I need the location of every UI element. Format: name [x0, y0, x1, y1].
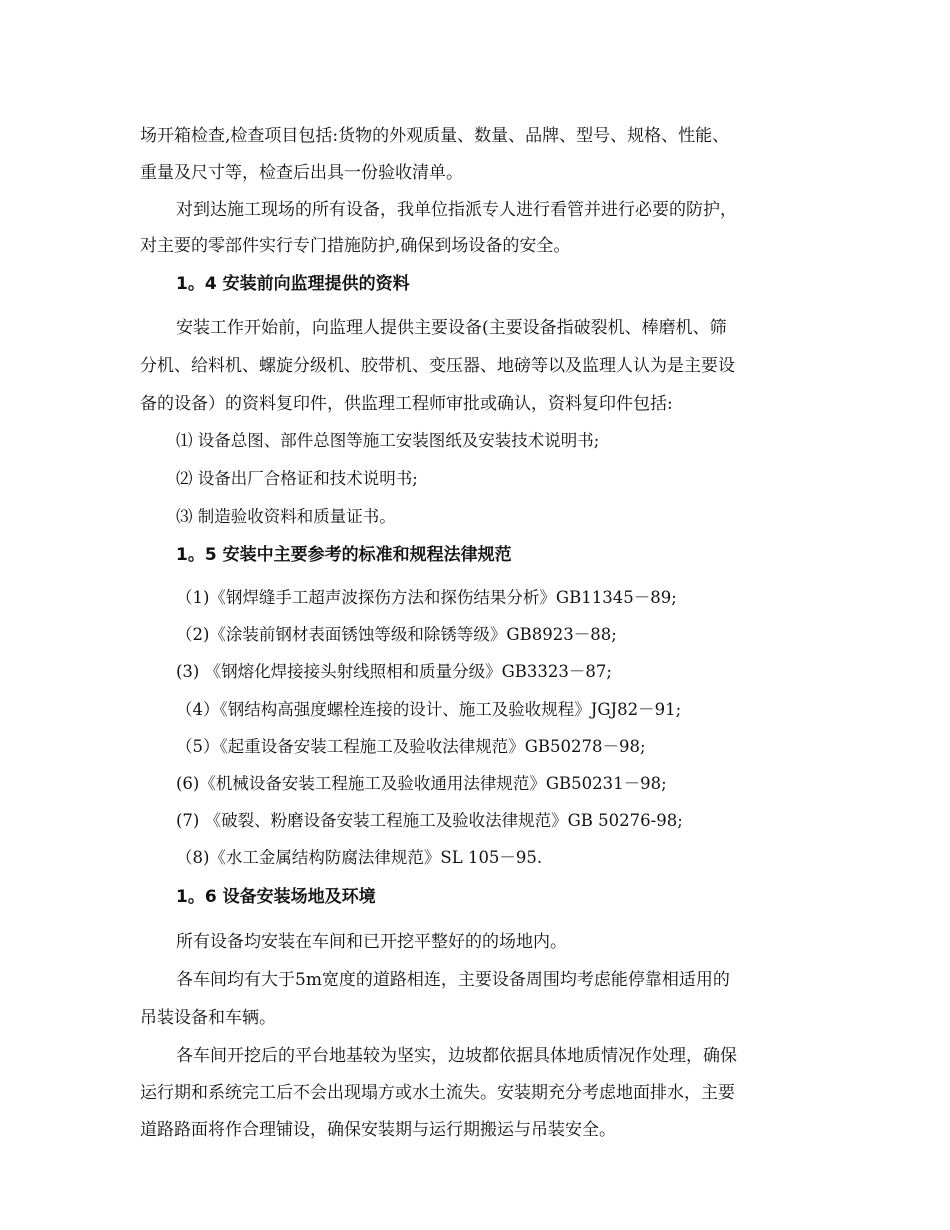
list-item: ⑶ 制造验收资料和质量证书。	[176, 507, 396, 526]
section-heading-1-6: 1。6 设备安装场地及环境	[176, 887, 376, 907]
body-text-line: 对到达施工现场的所有设备，我单位指派专人进行看管并进行必要的防护，	[176, 200, 737, 220]
body-text-line: 所有设备均安装在车间和已开挖平整好的的场地内。	[176, 932, 567, 952]
body-text-line: 道路路面将作合理铺设，确保安装期与运行期搬运与吊装安全。	[140, 1120, 616, 1140]
list-item: （1)《钢焊缝手工超声波探伤方法和探伤结果分析》GB11345－89;	[176, 588, 677, 607]
body-text-line: 各车间均有大于5m宽度的道路相连，主要设备周围均考虑能停靠相适用的	[176, 970, 730, 990]
body-text-line: 各车间开挖后的平台地基较为坚实，边坡都依据具体地质情况作处理，确保	[176, 1046, 737, 1066]
body-text-line: 吊装设备和车辆。	[140, 1008, 276, 1028]
list-item: （5）《起重设备安装工程施工及验收法律规范》GB50278－98;	[176, 737, 646, 756]
body-text-line: 对主要的零部件实行专门措施防护,确保到场设备的安全。	[140, 236, 571, 256]
list-item: ⑵ 设备出厂合格证和技术说明书;	[176, 469, 418, 488]
body-text-line: 重量及尺寸等，检查后出具一份验收清单。	[140, 163, 463, 183]
list-item: （4）《钢结构高强度螺栓连接的设计、施工及验收规程》JGJ82－91;	[176, 700, 682, 719]
body-text-line: 分机、给料机、螺旋分级机、胶带机、变压器、地磅等以及监理人认为是主要设	[140, 356, 735, 376]
list-item: (6)《机械设备安装工程施工及验收通用法律规范》GB50231－98;	[176, 774, 667, 793]
body-text-line: 场开箱检查,检查项目包括:货物的外观质量、数量、品牌、型号、规格、性能、	[140, 126, 730, 146]
list-item: (3) 《钢熔化焊接接头射线照相和质量分级》GB3323－87;	[176, 662, 612, 681]
list-item: (7) 《破裂、粉磨设备安装工程施工及验收法律规范》GB 50276-98;	[176, 811, 683, 830]
section-heading-1-4: 1。4 安装前向监理提供的资料	[176, 274, 410, 294]
section-heading-1-5: 1。5 安装中主要参考的标准和规程法律规范	[176, 545, 512, 565]
body-text-line: 安装工作开始前，向监理人提供主要设备(主要设备指破裂机、棒磨机、筛	[176, 318, 727, 338]
body-text-line: 运行期和系统完工后不会出现塌方或水土流失。安装期充分考虑地面排水，主要	[140, 1083, 735, 1103]
body-text-line: 备的设备）的资料复印件，供监理工程师审批或确认，资料复印件包括:	[140, 394, 673, 414]
list-item: （2)《涂装前钢材表面锈蚀等级和除锈等级》GB8923－88;	[176, 625, 617, 644]
list-item: （8)《水工金属结构防腐法律规范》SL 105－95.	[176, 848, 543, 867]
list-item: ⑴ 设备总图、部件总图等施工安装图纸及安装技术说明书;	[176, 431, 600, 450]
